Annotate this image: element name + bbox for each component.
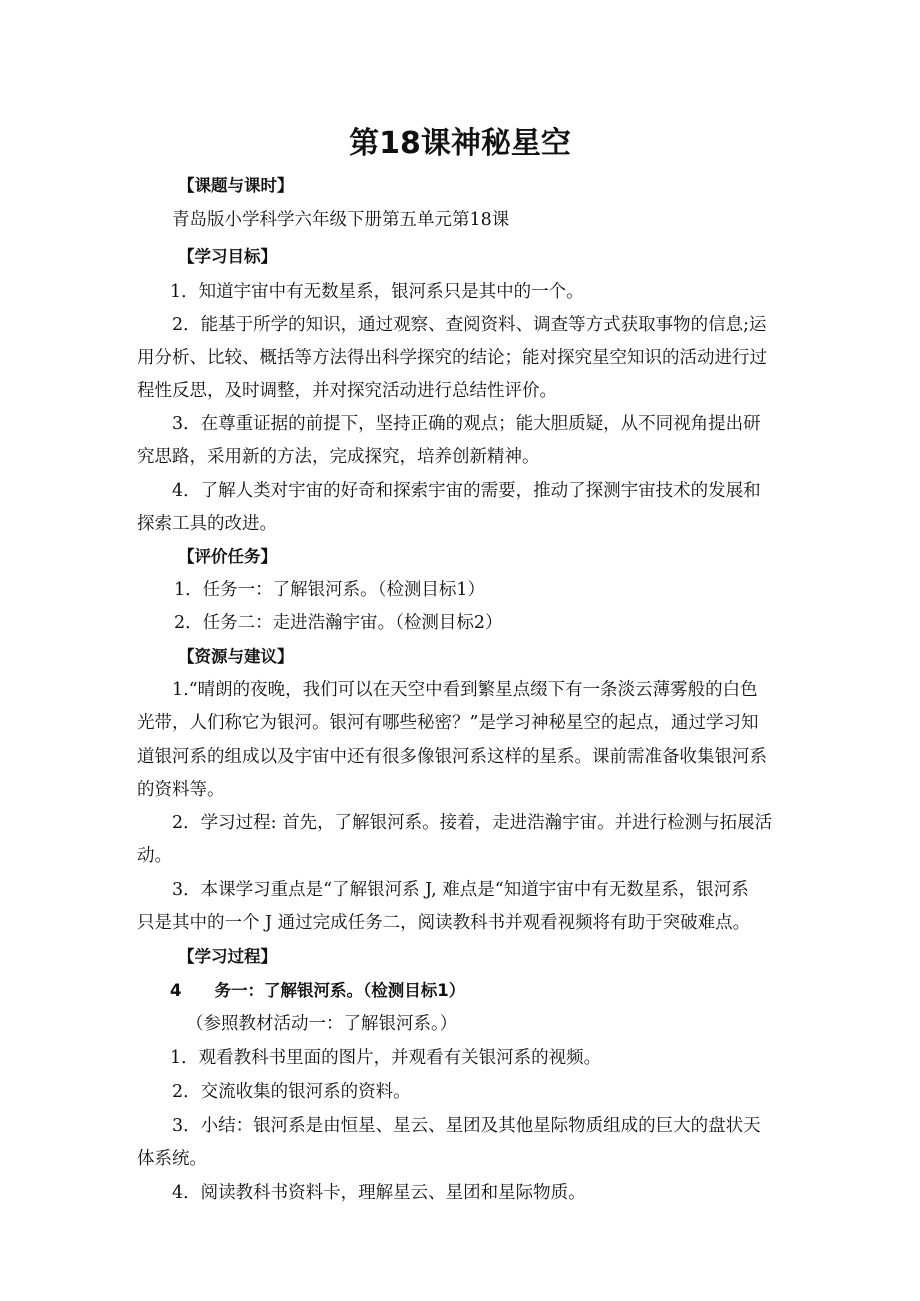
evaluation-heading: 【评价任务】	[178, 547, 277, 566]
process-step-1: 1．观看教科书里面的图片，并观看有关银河系的视频。	[170, 1048, 602, 1068]
process-step-2: 2．交流收集的银河系的资料。	[172, 1082, 411, 1102]
process-step-3-line-1: 3．小结：银河系是由恒星、星云、星团及其他星际物质组成的巨大的盘状天	[172, 1116, 761, 1136]
resource-3-line-1: 3．本课学习重点是“了解银河系 J, 难点是“知道宇宙中有无数星系，银河系	[172, 880, 749, 900]
resource-1-line-4: 的资料等。	[137, 780, 225, 800]
process-heading: 【学习过程】	[178, 947, 277, 966]
process-step-3-line-2: 体系统。	[137, 1149, 207, 1169]
objective-2-line-2: 用分析、比较、概括等方法得出科学探究的结论；能对探究星空知识的活动进行过	[137, 348, 767, 368]
resources-heading: 【资源与建议】	[178, 647, 294, 666]
document-title: 第18课神秘星空	[349, 126, 571, 161]
evaluation-task-2: 2．任务二：走进浩瀚宇宙。（检测目标2）	[174, 613, 503, 633]
objective-4-line-1: 4．了解人类对宇宙的好奇和探索宇宙的需要，推动了探测宇宙技术的发展和	[172, 481, 761, 501]
objective-2-line-1: 2．能基于所学的知识，通过观察、查阅资料、调查等方式获取事物的信息;运	[172, 315, 767, 335]
resource-2-line-2: 动。	[137, 846, 172, 866]
objective-2-line-3: 程性反思，及时调整，并对探究活动进行总结性评价。	[137, 381, 557, 401]
evaluation-task-1: 1．任务一：了解银河系。（检测目标1）	[174, 580, 486, 600]
objective-3-line-1: 3．在尊重证据的前提下，坚持正确的观点；能大胆质疑，从不同视角提出研	[172, 414, 761, 434]
process-step-4: 4．阅读教科书资料卡，理解星云、星团和星际物质。	[172, 1183, 586, 1203]
course-info-text: 青岛版小学科学六年级下册第五单元第18课	[172, 210, 510, 230]
resource-3-line-2: 只是其中的一个 J 通过完成任务二，阅读教科书并观看视频将有助于突破难点。	[137, 913, 751, 933]
task-1-heading: 4 务一：了解银河系。（检测目标1）	[170, 981, 466, 1000]
resource-2-line-1: 2．学习过程: 首先，了解银河系。接着，走进浩瀚宇宙。并进行检测与拓展活	[172, 813, 773, 833]
resource-1-line-2: 光带，人们称它为银河。银河有哪些秘密？”是学习神秘星空的起点，通过学习知	[137, 713, 759, 733]
resource-1-line-3: 道银河系的组成以及宇宙中还有很多像银河系这样的星系。课前需准备收集银河系	[137, 747, 767, 767]
activity-reference: （参照教材活动一：了解银河系。）	[186, 1014, 458, 1034]
resource-1-line-1: 1.“晴朗的夜晚，我们可以在天空中看到繁星点缀下有一条淡云薄雾般的白色	[172, 680, 758, 700]
objective-3-line-2: 究思路，采用新的方法，完成探究，培养创新精神。	[137, 447, 540, 467]
course-info-heading: 【课题与课时】	[178, 176, 294, 195]
objectives-heading: 【学习目标】	[178, 247, 277, 266]
objective-1: 1．知道宇宙中有无数星系，银河系只是其中的一个。	[170, 282, 584, 302]
objective-4-line-2: 探索工具的改进。	[137, 514, 277, 534]
